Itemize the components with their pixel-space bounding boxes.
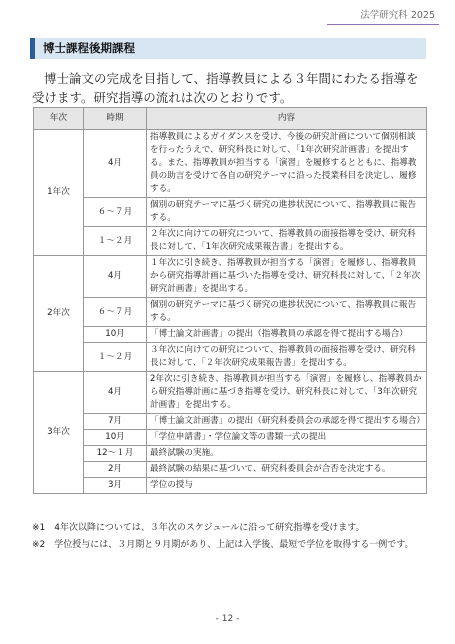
table-row [34,414,427,430]
period-cell: 2月 [84,462,147,478]
table-row [34,462,427,478]
period-cell: ６～７月 [84,198,147,227]
content-cell: 「学位申請書」・学位論文等の書類一式の提出 [147,430,427,446]
year-cell: 1年次 [34,130,84,256]
intro-paragraph: 博士論文の完成を目指して、指導教員による３年間にわたる指導を受けます。研究指導の流れは次のとおりです。 [32,71,419,105]
header-content: 内容 [147,108,427,130]
footnote: ※2 学位授与には、３月期と９月期があり、上記は入学後、最短で学位を取得する一例です。 [32,540,414,550]
content-cell: 指導教員によるガイダンスを受け、今後の研究計画について個別相談を行ったうえで、研究科長に対して、「1年次研究計画書」を提出する。また、指導教員が担当する「演習」を履修するとともに、指導教員の助言を受けて各自の研究テーマに沿った授業科目を決定し、履修する。 [147,130,427,198]
table-row [34,446,427,462]
table-row [34,343,427,372]
section-title: 博士課程後期課程 [30,38,426,59]
year-cell: 2年次 [34,256,84,372]
content-cell: ３年次に向けての研究について、指導教員の面接指導を受け、研究科長に対して、「２年次研究成果報告書」を提出する。 [147,343,427,372]
table-row [34,227,427,256]
table-row [34,372,427,414]
footnote: ※1 4年次以降については、３年次のスケジュールに沿って研究指導を受けます。 [32,523,365,533]
period-cell: 10月 [84,327,147,343]
table-row [34,298,427,327]
header-period: 時期 [84,108,147,130]
content-cell: 最終試験の実施。 [147,446,427,462]
content-cell: ２年次に向けての研究について、指導教員の面接指導を受け、研究科長に対して、「1年次研究成果報告書」を提出する。 [147,227,427,256]
table-row [34,198,427,227]
period-cell: 10月 [84,430,147,446]
content-cell: 「博士論文計画書」の提出（指導教員の承認を得て提出する場合） [147,327,427,343]
table-row [34,478,427,494]
content-cell: 最終試験の結果に基づいて、研究科委員会が合否を決定する。 [147,462,427,478]
period-cell: １～２月 [84,227,147,256]
period-cell: 4月 [84,372,147,414]
period-cell: ６～７月 [84,298,147,327]
content-cell: 個別の研究テーマに基づく研究の進捗状況について、指導教員に報告する。 [147,198,427,227]
year-cell: 3年次 [34,372,84,494]
period-cell: 4月 [84,256,147,298]
table-row [34,327,427,343]
header-year: 年次 [34,108,84,130]
content-cell: １年次に引き続き、指導教員が担当する「演習」を履修し、指導教員から研究指導計画に基づいた指導を受け、研究科長に対して、「２年次研究計画書」を提出する。 [147,256,427,298]
content-cell: 2年次に引き続き、指導教員が担当する「演習」を履修し、指導教員から研究指導計画に基づき指導を受け、研究科長に対して、「3年次研究計画書」を提出する。 [147,372,427,414]
content-cell: 「博士論文計画書」の提出（研究科委員会の承認を得て提出する場合） [147,414,427,430]
footnotes [32,520,432,554]
content-cell: 学位の授与 [147,478,427,494]
period-cell: １～２月 [84,343,147,372]
page-number: - 12 - [215,614,240,624]
header-label: 法学研究科 2025 [360,10,435,21]
period-cell: 7月 [84,414,147,430]
content-cell: 個別の研究テーマに基づく研究の進捗状況について、指導教員に報告する。 [147,298,427,327]
table-row [34,256,427,298]
period-cell: 12～１月 [84,446,147,462]
table-row [34,130,427,198]
period-cell: 3月 [84,478,147,494]
table-header-row [34,108,427,130]
table-row [34,430,427,446]
schedule-table [33,107,427,494]
period-cell: 4月 [84,130,147,198]
header-divider [327,24,439,25]
